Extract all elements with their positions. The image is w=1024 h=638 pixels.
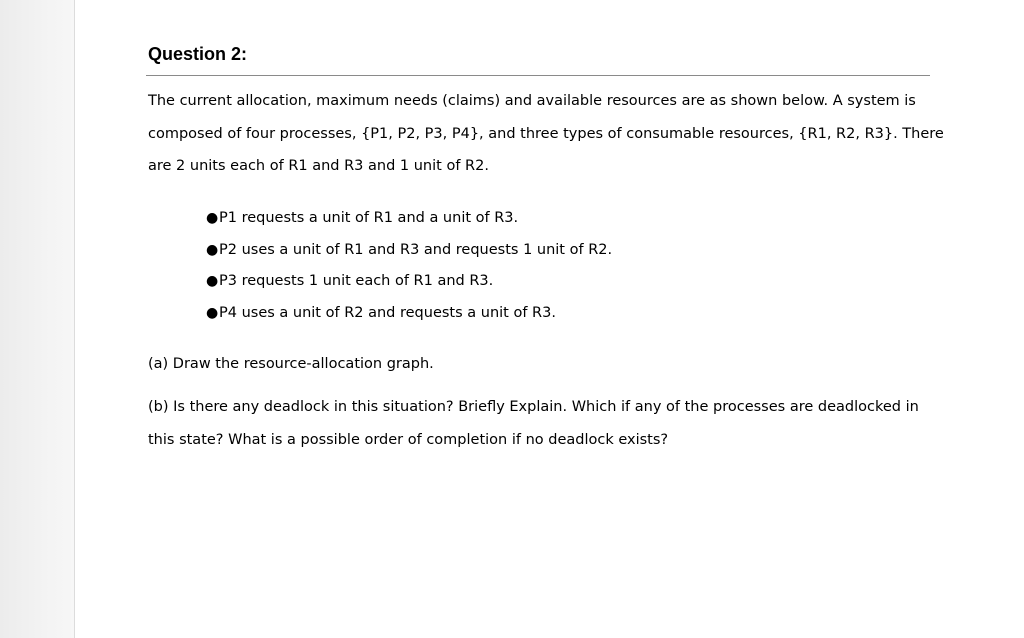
part-b-paragraph	[148, 391, 938, 456]
list-item	[206, 235, 612, 267]
list-item-text: P2 uses a unit of R1 and R3 and requests 1 unit of R2.	[219, 241, 613, 258]
bullet-icon: ●	[206, 210, 219, 226]
intro-line: composed of four processes, {P1, P2, P3, P4}, and three types of consumable resources, {R1, R2, R3}. There	[148, 125, 944, 142]
request-list	[206, 203, 612, 329]
list-item-text: P1 requests a unit of R1 and a unit of R3.	[219, 210, 519, 226]
bullet-icon: ●	[206, 241, 219, 258]
intro-paragraph	[148, 85, 944, 183]
part-a-paragraph: (a) Draw the resource-allocation graph.	[148, 356, 434, 372]
bullet-icon: ●	[206, 273, 219, 289]
question-heading: Question 2:	[148, 44, 248, 64]
intro-line: The current allocation, maximum needs (claims) and available resources are as shown below. A system is	[148, 93, 916, 109]
part-b-line: this state? What is a possible order of completion if no deadlock exists?	[148, 431, 669, 448]
list-item	[206, 266, 612, 298]
list-item	[206, 203, 612, 235]
bullet-icon: ●	[206, 304, 219, 321]
list-item-text: P3 requests 1 unit each of R1 and R3.	[219, 273, 494, 289]
list-item	[206, 298, 612, 330]
part-b-line: (b) Is there any deadlock in this situation? Briefly Explain. Which if any of the processes are deadlocked in	[148, 399, 919, 415]
intro-line: are 2 units each of R1 and R3 and 1 unit of R2.	[148, 158, 489, 174]
list-item-text: P4 uses a unit of R2 and requests a unit of R3.	[219, 304, 556, 321]
left-page-margin	[0, 0, 75, 638]
heading-divider	[146, 75, 930, 76]
